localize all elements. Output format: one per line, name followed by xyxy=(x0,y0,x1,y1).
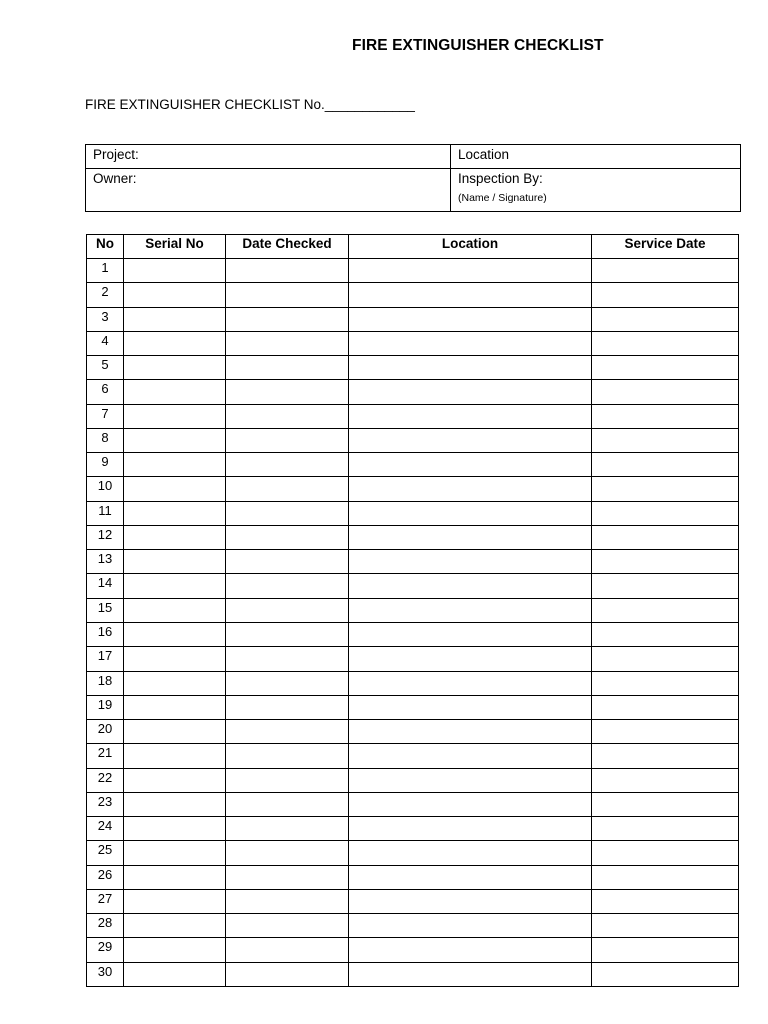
date-checked-cell[interactable] xyxy=(226,768,349,792)
service-date-cell[interactable] xyxy=(592,259,739,283)
location-cell[interactable] xyxy=(349,962,592,986)
table-row xyxy=(87,720,739,744)
location-cell[interactable] xyxy=(349,720,592,744)
serial-no-cell[interactable] xyxy=(124,598,226,622)
checklist-body xyxy=(87,259,739,987)
service-date-cell[interactable] xyxy=(592,574,739,598)
location-cell[interactable] xyxy=(349,792,592,816)
row-number: 9 xyxy=(87,453,124,477)
row-number: 2 xyxy=(87,283,124,307)
table-row xyxy=(87,817,739,841)
service-date-cell[interactable] xyxy=(592,622,739,646)
row-number: 24 xyxy=(87,817,124,841)
info-row xyxy=(86,145,741,169)
date-checked-cell[interactable] xyxy=(226,574,349,598)
inspection-sublabel: (Name / Signature) xyxy=(458,192,547,204)
date-checked-cell[interactable] xyxy=(226,428,349,452)
service-date-cell[interactable] xyxy=(592,647,739,671)
row-number: 3 xyxy=(87,307,124,331)
table-row xyxy=(87,307,739,331)
date-checked-cell[interactable] xyxy=(226,695,349,719)
date-checked-cell[interactable] xyxy=(226,453,349,477)
table-row xyxy=(87,331,739,355)
location-cell[interactable] xyxy=(349,501,592,525)
serial-no-cell[interactable] xyxy=(124,671,226,695)
serial-no-cell[interactable] xyxy=(124,817,226,841)
table-row xyxy=(87,671,739,695)
project-field[interactable] xyxy=(86,145,451,169)
serial-no-cell[interactable] xyxy=(124,914,226,938)
table-row xyxy=(87,841,739,865)
date-checked-cell[interactable] xyxy=(226,622,349,646)
serial-no-cell[interactable] xyxy=(124,550,226,574)
location-cell[interactable] xyxy=(349,914,592,938)
row-number: 25 xyxy=(87,841,124,865)
location-cell[interactable] xyxy=(349,404,592,428)
date-checked-cell[interactable] xyxy=(226,283,349,307)
location-cell[interactable] xyxy=(349,428,592,452)
serial-no-cell[interactable] xyxy=(124,938,226,962)
service-date-cell[interactable] xyxy=(592,720,739,744)
date-checked-cell[interactable] xyxy=(226,962,349,986)
location-cell[interactable] xyxy=(349,622,592,646)
row-number: 1 xyxy=(87,259,124,283)
service-date-cell[interactable] xyxy=(592,501,739,525)
service-date-cell[interactable] xyxy=(592,914,739,938)
serial-no-cell[interactable] xyxy=(124,331,226,355)
owner-field[interactable] xyxy=(86,169,451,212)
date-checked-cell[interactable] xyxy=(226,477,349,501)
service-date-cell[interactable] xyxy=(592,525,739,549)
row-number: 30 xyxy=(87,962,124,986)
row-number: 27 xyxy=(87,889,124,913)
table-row xyxy=(87,962,739,986)
row-number: 19 xyxy=(87,695,124,719)
table-row xyxy=(87,525,739,549)
row-number: 11 xyxy=(87,501,124,525)
serial-no-cell[interactable] xyxy=(124,622,226,646)
service-date-cell[interactable] xyxy=(592,938,739,962)
location-cell[interactable] xyxy=(349,889,592,913)
row-number: 16 xyxy=(87,622,124,646)
date-checked-cell[interactable] xyxy=(226,938,349,962)
row-number: 4 xyxy=(87,331,124,355)
location-cell[interactable] xyxy=(349,817,592,841)
table-row xyxy=(87,501,739,525)
row-number: 10 xyxy=(87,477,124,501)
row-number: 22 xyxy=(87,768,124,792)
service-date-cell[interactable] xyxy=(592,671,739,695)
table-row xyxy=(87,550,739,574)
service-date-cell[interactable] xyxy=(592,695,739,719)
location-cell[interactable] xyxy=(349,598,592,622)
service-date-cell[interactable] xyxy=(592,550,739,574)
row-number: 23 xyxy=(87,792,124,816)
row-number: 6 xyxy=(87,380,124,404)
location-cell[interactable] xyxy=(349,307,592,331)
service-date-cell[interactable] xyxy=(592,744,739,768)
location-cell[interactable] xyxy=(349,671,592,695)
location-cell[interactable] xyxy=(349,259,592,283)
date-checked-cell[interactable] xyxy=(226,914,349,938)
serial-no-cell[interactable] xyxy=(124,356,226,380)
date-checked-cell[interactable] xyxy=(226,841,349,865)
table-row xyxy=(87,477,739,501)
date-checked-cell[interactable] xyxy=(226,356,349,380)
serial-no-cell[interactable] xyxy=(124,647,226,671)
service-date-cell[interactable] xyxy=(592,768,739,792)
table-row xyxy=(87,428,739,452)
row-number: 21 xyxy=(87,744,124,768)
service-date-cell[interactable] xyxy=(592,428,739,452)
date-checked-cell[interactable] xyxy=(226,598,349,622)
row-number: 15 xyxy=(87,598,124,622)
serial-no-cell[interactable] xyxy=(124,428,226,452)
row-number: 12 xyxy=(87,525,124,549)
location-cell[interactable] xyxy=(349,331,592,355)
service-date-cell[interactable] xyxy=(592,962,739,986)
inspection-label: Inspection By: xyxy=(458,171,543,186)
date-checked-cell[interactable] xyxy=(226,525,349,549)
serial-no-cell[interactable] xyxy=(124,768,226,792)
row-number: 8 xyxy=(87,428,124,452)
table-row xyxy=(87,598,739,622)
row-number: 17 xyxy=(87,647,124,671)
location-cell[interactable] xyxy=(349,768,592,792)
table-row xyxy=(87,404,739,428)
row-number: 20 xyxy=(87,720,124,744)
checklist-number-label: FIRE EXTINGUISHER CHECKLIST No.____________ xyxy=(85,97,415,112)
header-service-date: Service Date xyxy=(592,235,739,259)
header-location: Location xyxy=(349,235,592,259)
table-row xyxy=(87,283,739,307)
table-row xyxy=(87,938,739,962)
date-checked-cell[interactable] xyxy=(226,501,349,525)
row-number: 7 xyxy=(87,404,124,428)
date-checked-cell[interactable] xyxy=(226,817,349,841)
row-number: 13 xyxy=(87,550,124,574)
row-number: 18 xyxy=(87,671,124,695)
service-date-cell[interactable] xyxy=(592,307,739,331)
row-number: 28 xyxy=(87,914,124,938)
serial-no-cell[interactable] xyxy=(124,307,226,331)
location-cell[interactable] xyxy=(349,938,592,962)
serial-no-cell[interactable] xyxy=(124,695,226,719)
location-field[interactable] xyxy=(451,145,741,169)
serial-no-cell[interactable] xyxy=(124,744,226,768)
table-row xyxy=(87,574,739,598)
table-row xyxy=(87,695,739,719)
location-cell[interactable] xyxy=(349,841,592,865)
service-date-cell[interactable] xyxy=(592,889,739,913)
serial-no-cell[interactable] xyxy=(124,259,226,283)
location-cell[interactable] xyxy=(349,865,592,889)
date-checked-cell[interactable] xyxy=(226,889,349,913)
page-title: FIRE EXTINGUISHER CHECKLIST xyxy=(352,37,604,54)
table-row xyxy=(87,453,739,477)
location-cell[interactable] xyxy=(349,574,592,598)
serial-no-cell[interactable] xyxy=(124,889,226,913)
service-date-cell[interactable] xyxy=(592,792,739,816)
date-checked-cell[interactable] xyxy=(226,792,349,816)
header-date-checked: Date Checked xyxy=(226,235,349,259)
date-checked-cell[interactable] xyxy=(226,671,349,695)
table-row xyxy=(87,889,739,913)
service-date-cell[interactable] xyxy=(592,817,739,841)
date-checked-cell[interactable] xyxy=(226,865,349,889)
date-checked-cell[interactable] xyxy=(226,331,349,355)
location-label: Location xyxy=(458,147,510,162)
checklist-table xyxy=(86,234,739,987)
serial-no-cell[interactable] xyxy=(124,525,226,549)
service-date-cell[interactable] xyxy=(592,477,739,501)
service-date-cell[interactable] xyxy=(592,331,739,355)
owner-label: Owner: xyxy=(93,171,137,186)
row-number: 26 xyxy=(87,865,124,889)
table-row xyxy=(87,744,739,768)
table-row xyxy=(87,914,739,938)
serial-no-cell[interactable] xyxy=(124,962,226,986)
service-date-cell[interactable] xyxy=(592,356,739,380)
location-cell[interactable] xyxy=(349,695,592,719)
date-checked-cell[interactable] xyxy=(226,307,349,331)
table-row xyxy=(87,380,739,404)
row-number: 5 xyxy=(87,356,124,380)
location-cell[interactable] xyxy=(349,744,592,768)
header-serial-no: Serial No xyxy=(124,235,226,259)
table-row xyxy=(87,768,739,792)
date-checked-cell[interactable] xyxy=(226,550,349,574)
serial-no-cell[interactable] xyxy=(124,283,226,307)
header-no: No xyxy=(87,235,124,259)
service-date-cell[interactable] xyxy=(592,841,739,865)
row-number: 29 xyxy=(87,938,124,962)
serial-no-cell[interactable] xyxy=(124,841,226,865)
location-cell[interactable] xyxy=(349,647,592,671)
project-label: Project: xyxy=(93,147,139,162)
inspection-field[interactable] xyxy=(451,169,741,212)
table-row xyxy=(87,647,739,671)
location-cell[interactable] xyxy=(349,380,592,404)
serial-no-cell[interactable] xyxy=(124,792,226,816)
location-cell[interactable] xyxy=(349,453,592,477)
date-checked-cell[interactable] xyxy=(226,720,349,744)
location-cell[interactable] xyxy=(349,356,592,380)
date-checked-cell[interactable] xyxy=(226,647,349,671)
location-cell[interactable] xyxy=(349,283,592,307)
date-checked-cell[interactable] xyxy=(226,259,349,283)
header-row xyxy=(87,235,739,259)
table-row xyxy=(87,356,739,380)
service-date-cell[interactable] xyxy=(592,865,739,889)
row-number: 14 xyxy=(87,574,124,598)
table-row xyxy=(87,622,739,646)
service-date-cell[interactable] xyxy=(592,453,739,477)
serial-no-cell[interactable] xyxy=(124,574,226,598)
location-cell[interactable] xyxy=(349,525,592,549)
serial-no-cell[interactable] xyxy=(124,453,226,477)
date-checked-cell[interactable] xyxy=(226,380,349,404)
service-date-cell[interactable] xyxy=(592,283,739,307)
location-cell[interactable] xyxy=(349,477,592,501)
info-table xyxy=(85,144,741,212)
table-row xyxy=(87,865,739,889)
serial-no-cell[interactable] xyxy=(124,380,226,404)
table-row xyxy=(87,259,739,283)
date-checked-cell[interactable] xyxy=(226,744,349,768)
table-row xyxy=(87,792,739,816)
location-cell[interactable] xyxy=(349,550,592,574)
date-checked-cell[interactable] xyxy=(226,404,349,428)
serial-no-cell[interactable] xyxy=(124,720,226,744)
service-date-cell[interactable] xyxy=(592,404,739,428)
service-date-cell[interactable] xyxy=(592,598,739,622)
serial-no-cell[interactable] xyxy=(124,501,226,525)
serial-no-cell[interactable] xyxy=(124,865,226,889)
serial-no-cell[interactable] xyxy=(124,477,226,501)
service-date-cell[interactable] xyxy=(592,380,739,404)
info-row xyxy=(86,169,741,212)
serial-no-cell[interactable] xyxy=(124,404,226,428)
